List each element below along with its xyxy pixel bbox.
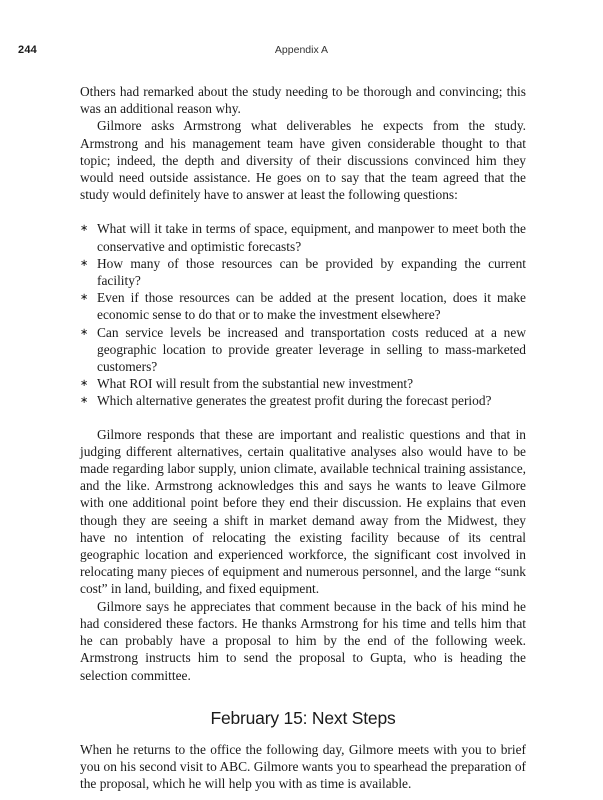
list-item-text: How many of those resources can be provided by expanding the current facility? [97,255,526,289]
list-item-text: Can service levels be increased and transportation costs reduced at a new geographic location to provide greater leverage in selling to mass-marketed customers? [97,324,526,375]
paragraph: Others had remarked about the study needing to be thorough and convincing; this was an additional reason why. [80,84,526,117]
list-item [80,220,526,254]
paragraph: Gilmore responds that these are important and realistic questions and that in judging different alternatives, certain qualitative analyses also would have to be made regarding labor supply, union climate, available technical training assistance, and the like. Armstrong acknowledges this and says he wants to leave Gilmore with one additional point before they end their discussion. He explains that even though they are seeing a shift in market demand away from the Midwest, they have no intention of relocating the existing facility because of its central geographic location and experienced workforce, the significant cost involved in relocating many pieces of equipment and numerous personnel, and the large “sunk cost” in land, building, and fixed equipment. [80,426,526,597]
list-item [80,289,526,323]
paragraph: When he returns to the office the following day, Gilmore meets with you to brief you on his second visit to ABC. Gilmore wants you to spearhead the preparation of the proposal, which he will help you with as time is available. [80,741,526,792]
list-item-text: What ROI will result from the substantial new investment? [97,376,414,392]
paragraph: Gilmore asks Armstrong what deliverables he expects from the study. Armstrong and his management team have given considerable thought to that topic; indeed, the depth and diversity of their discussions convinced him they would need outside assistance. He goes on to say that the team agreed that the study would definitely have to answer at least the following questions: [80,118,526,203]
bullet-icon: ∗ [80,223,89,235]
bullet-icon: ∗ [80,292,89,304]
list-item-text: Even if those resources can be added at the present location, does it make economic sense to do that or to make the investment elsewhere? [97,290,526,323]
questions-list [80,220,526,409]
bullet-icon: ∗ [80,326,89,338]
bullet-icon: ∗ [80,257,89,269]
list-item [80,255,526,289]
list-item-text: What will it take in terms of space, equipment, and manpower to meet both the conservative and optimistic forecasts? [97,221,526,254]
list-item [80,392,526,409]
running-head: Appendix A [274,44,329,56]
page-number: 244 [18,44,37,56]
list-item-text: Which alternative generates the greatest profit during the forecast period? [97,393,492,409]
list-item [80,324,526,376]
bullet-icon: ∗ [80,395,89,407]
bullet-icon: ∗ [80,378,89,390]
section-heading: February 15: Next Steps [210,707,396,728]
list-item [80,375,526,392]
paragraph: Gilmore says he appreciates that comment because in the back of his mind he had considered these factors. He thanks Armstrong for his time and tells him that he can probably have a proposal to him by the end of the following week. Armstrong instructs him to send the proposal to Gupta, who is heading the selection committee. [80,598,526,683]
body-text [80,83,526,793]
